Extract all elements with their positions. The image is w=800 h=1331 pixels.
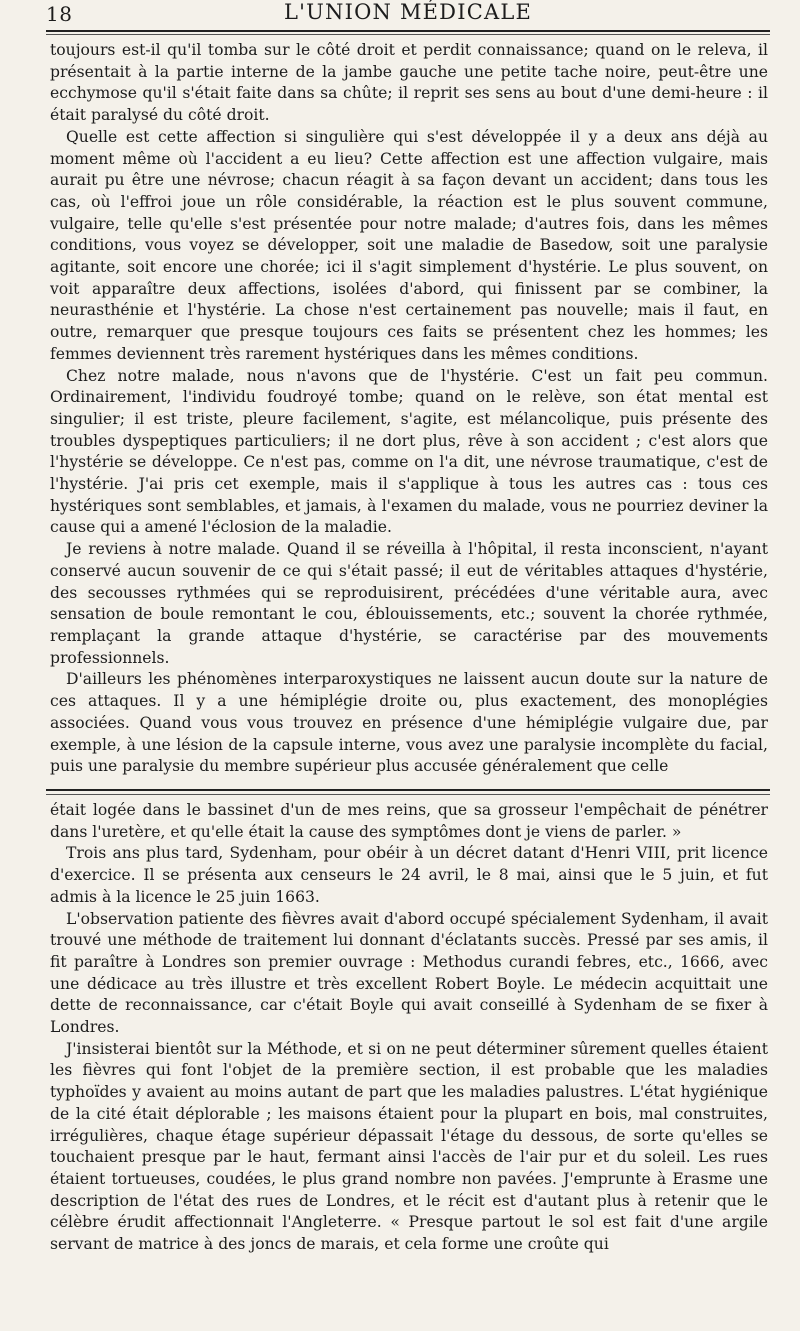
main-paragraph: D'ailleurs les phénomènes interparoxystiques ne laissent aucun doute sur la nature de ces attaques. Il y a une hémiplégie droite ou, plus exactement, des monoplégies associées. Quand vous vous trouvez en présence d'une hémiplégie vulgaire due, par exemple, à une lésion de la capsule interne, vous avez une paralysie incomplète du facial, puis une paralysie du membre supérieur plus accusée généralement que celle bbox=[50, 670, 768, 776]
main-paragraph: Je reviens à notre malade. Quand il se réveilla à l'hôpital, il resta inconscient, n'ayant conservé aucun souvenir de ce qui s'était passé; il eut de véritables attaques d'hystérie, des secousses rythmées qui se reproduisirent, précédées d'une véritable aura, avec sensation de boule remontant le cou, éblouissements, etc.; souvent la chorée rythmée, remplaçant la grande attaque d'hystérie, se caractérise par des mouvements professionnels. bbox=[50, 540, 768, 667]
page-number: 18 bbox=[46, 2, 73, 26]
feuilleton-separator-thin bbox=[46, 794, 770, 795]
feuilleton-paragraph: J'insisterai bientôt sur la Méthode, et si on ne peut déterminer sûrement quelles étaient les fièvres qui font l'objet de la première section, il est probable que les maladies typhoïdes y avaient au moins autant de part que les maladies palustres. L'état hygiénique de la cité était déplorable ; les maisons étaient pour la plupart en bois, mal construites, irrégulières, chaque étage supérieur dépassait l'étage du dessous, de sorte qu'elles se touchaient presque par le haut, fermant ainsi l'accès de l'air pur et du soleil. Les rues étaient tortueuses, coudées, le plus grand nombre non pavées. J'emprunte à Erasme une description de l'état des rues de Londres, et le récit est d'autant plus à retenir que le célèbre érudit affectionnait l'Angleterre. « Presque partout le sol est fait d'une argile servant de matrice à des joncs de marais, et cela forme une croûte qui bbox=[50, 1039, 768, 1254]
feuilleton-paragraph: Trois ans plus tard, Sydenham, pour obéir à un décret datant d'Henri VIII, prit licence d'exercice. Il se présenta aux censeurs le 24 avril, le 8 mai, ainsi que le 5 juin, et fut admis à la licence le 25 juin 1663. bbox=[50, 844, 768, 906]
header-rule-thin bbox=[46, 34, 770, 35]
page-header bbox=[46, 0, 770, 28]
feuilleton-paragraph: était logée dans le bassinet d'un de mes reins, que sa grosseur l'empêchait de pénétrer dans l'uretère, et qu'elle était la cause des symptômes dont je viens de parler. » bbox=[50, 801, 768, 841]
main-paragraph: Quelle est cette affection si singulière qui s'est développée il y a deux ans déjà au moment même où l'accident a eu lieu? Cette affection est une affection vulgaire, mais aurait pu être une névrose; chacun réagit à sa façon devant un accident; dans tous les cas, où l'effroi joue un rôle considérable, la réaction est le plus souvent commune, vulgaire, telle qu'elle s'est présentée pour notre malade; d'autres fois, dans les mêmes conditions, vous voyez se développer, soit une maladie de Basedow, soit une paralysie agitante, soit encore une chorée; ici il s'agit simplement d'hystérie. Le plus souvent, on voit apparaître deux affections, isolées d'abord, qui finissent par se combiner, la neurasthénie et l'hystérie. La chose n'est certainement pas nouvelle; mais il faut, en outre, remarquer que presque toujours ces faits se présentent chez les hommes; les femmes deviennent très rarement hystériques dans les mêmes conditions. bbox=[50, 127, 768, 363]
main-paragraph: toujours est-il qu'il tomba sur le côté droit et perdit connaissance; quand on le releva, il présentait à la partie interne de la jambe gauche une petite tache noire, peut-être une ecchymose qu'il s'était faite dans sa chûte; il reprit ses sens au bout d'une demi-heure : il était paralysé du côté droit. bbox=[50, 41, 768, 125]
feuilleton-article bbox=[50, 800, 768, 1256]
header-rule bbox=[46, 30, 770, 32]
running-title: L'UNION MÉDICALE bbox=[283, 0, 533, 24]
feuilleton-separator bbox=[46, 789, 770, 791]
main-article bbox=[50, 40, 768, 778]
main-paragraph: Chez notre malade, nous n'avons que de l'hystérie. C'est un fait peu commun. Ordinairement, l'individu foudroyé tombe; quand on le relève, son état mental est singulier; il est triste, pleure facilement, s'agite, est mélancolique, puis présente des troubles dyspeptiques particuliers; il ne dort plus, rêve à son accident ; c'est alors que l'hystérie se développe. Ce n'est pas, comme on l'a dit, une névrose traumatique, c'est de l'hystérie. J'ai pris cet exemple, mais il s'applique à tous les autres cas : tous ces hystériques sont semblables, et jamais, à l'examen du malade, vous ne pourriez deviner la cause qui a amené l'éclosion de la maladie. bbox=[50, 366, 768, 537]
feuilleton-paragraph: L'observation patiente des fièvres avait d'abord occupé spécialement Sydenham, il avait trouvé une méthode de traitement lui donnant d'éclatants succès. Pressé par ses amis, il fit paraître à Londres son premier ouvrage : Methodus curandi febres, etc., 1666, avec une dédicace au très illustre et très excellent Robert Boyle. Le médecin acquittait une dette de reconnaissance, car c'était Boyle qui avait conseillé à Sydenham de se fixer à Londres. bbox=[50, 909, 768, 1037]
